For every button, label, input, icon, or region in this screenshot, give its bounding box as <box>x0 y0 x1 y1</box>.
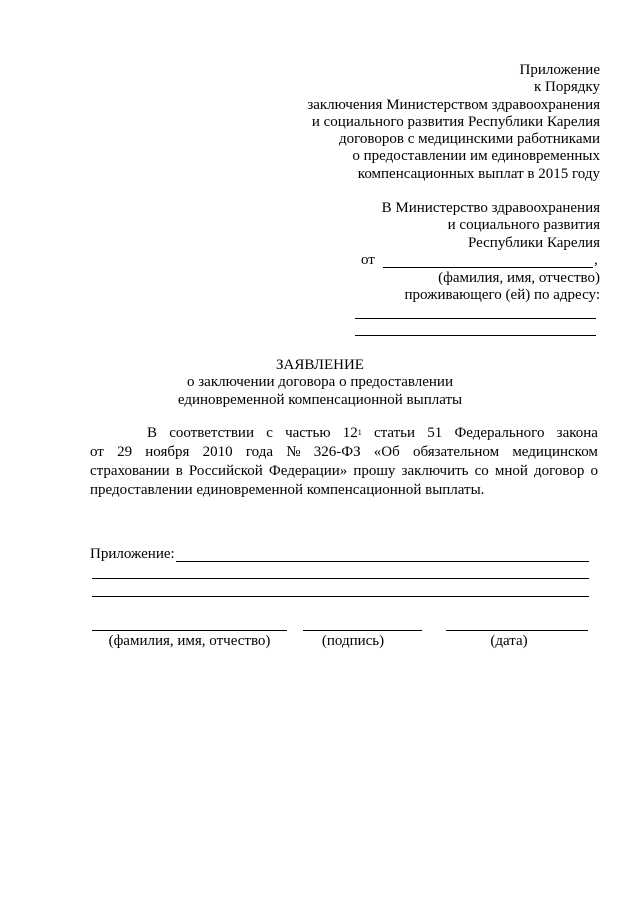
word: «Об <box>373 444 400 460</box>
from-label: от <box>361 252 375 268</box>
paragraph-line <box>90 481 598 500</box>
signature-name-field[interactable] <box>92 630 287 631</box>
address-label: проживающего (ей) по адресу: <box>404 287 600 304</box>
appendix-line: и социального развития Республики Карелия <box>311 113 600 130</box>
from-name-field[interactable] <box>383 267 593 268</box>
word: 2010 <box>202 444 233 460</box>
attachment-field-3[interactable] <box>92 596 589 597</box>
signature-date-caption: (дата) <box>490 633 528 649</box>
paragraph-line <box>90 424 598 443</box>
paragraph-last-line: предоставлении единовременной компенсационной выплаты. <box>90 482 485 498</box>
address-field-1[interactable] <box>355 318 596 319</box>
word: от <box>90 444 104 460</box>
attachment-field-2[interactable] <box>92 578 589 579</box>
word: в <box>175 463 183 479</box>
word: мной <box>494 463 528 479</box>
word: В <box>147 425 158 441</box>
attachment-field-1[interactable] <box>176 561 589 562</box>
signature-caption: (подпись) <box>321 633 385 649</box>
word: страховании <box>90 463 170 479</box>
document-title <box>0 357 640 409</box>
word: прошу <box>353 463 396 479</box>
word: о <box>590 463 598 479</box>
word: заключить <box>401 463 469 479</box>
word: года <box>245 444 273 460</box>
appendix-line: Приложение <box>519 62 600 78</box>
word: с <box>266 425 273 441</box>
word: 326-ФЗ <box>313 444 361 460</box>
word: закона <box>556 425 598 441</box>
from-name-caption: (фамилия, имя, отчество) <box>438 270 600 286</box>
word: статьи <box>373 425 416 441</box>
signature-name-caption: (фамилия, имя, отчество) <box>108 633 271 649</box>
attachment-label: Приложение: <box>90 546 175 562</box>
address-field-2[interactable] <box>355 335 596 336</box>
appendix-line: компенсационных выплат в 2015 году <box>357 165 600 182</box>
word: 51 <box>427 425 443 441</box>
paragraph-line <box>90 462 598 481</box>
word: медицинском <box>512 444 598 460</box>
word: частью <box>285 425 331 441</box>
signature-field[interactable] <box>303 630 422 631</box>
word: обязательном <box>412 444 500 460</box>
appendix-line: к Порядку <box>534 79 600 96</box>
word: договор <box>534 463 585 479</box>
word: соответствии <box>169 425 254 441</box>
addressee-line: Республики Карелия <box>467 234 600 251</box>
title-subtitle-2: единовременной компенсационной выплаты <box>177 391 463 408</box>
appendix-line: о предоставлении им единовременных <box>352 148 600 165</box>
request-paragraph <box>90 424 598 500</box>
word: со <box>474 463 489 479</box>
word: 29 <box>117 444 133 460</box>
word: Российской <box>188 463 263 479</box>
word: ноября <box>145 444 190 460</box>
signature-date-field[interactable] <box>446 630 588 631</box>
word: Федерального <box>454 425 545 441</box>
title-subtitle-1: о заключении договора о предоставлении <box>187 374 453 391</box>
part-superscript: 1 <box>357 428 362 437</box>
appendix-header <box>307 62 600 183</box>
title-heading: ЗАЯВЛЕНИЕ <box>276 357 364 373</box>
article-part-number <box>343 424 362 443</box>
addressee-line: В Министерство здравоохранения <box>381 200 600 216</box>
appendix-line: договоров с медицинскими работниками <box>338 131 600 148</box>
appendix-line: заключения Министерством здравоохранения <box>307 96 600 113</box>
from-comma: , <box>594 252 598 268</box>
addressee-captions <box>405 270 600 305</box>
word: № <box>286 444 301 460</box>
paragraph-line <box>90 443 598 462</box>
addressee-line: и социального развития <box>447 217 600 234</box>
addressee-block <box>382 200 600 252</box>
part-number: 12 <box>342 425 358 441</box>
word: Федерации» <box>268 463 348 479</box>
